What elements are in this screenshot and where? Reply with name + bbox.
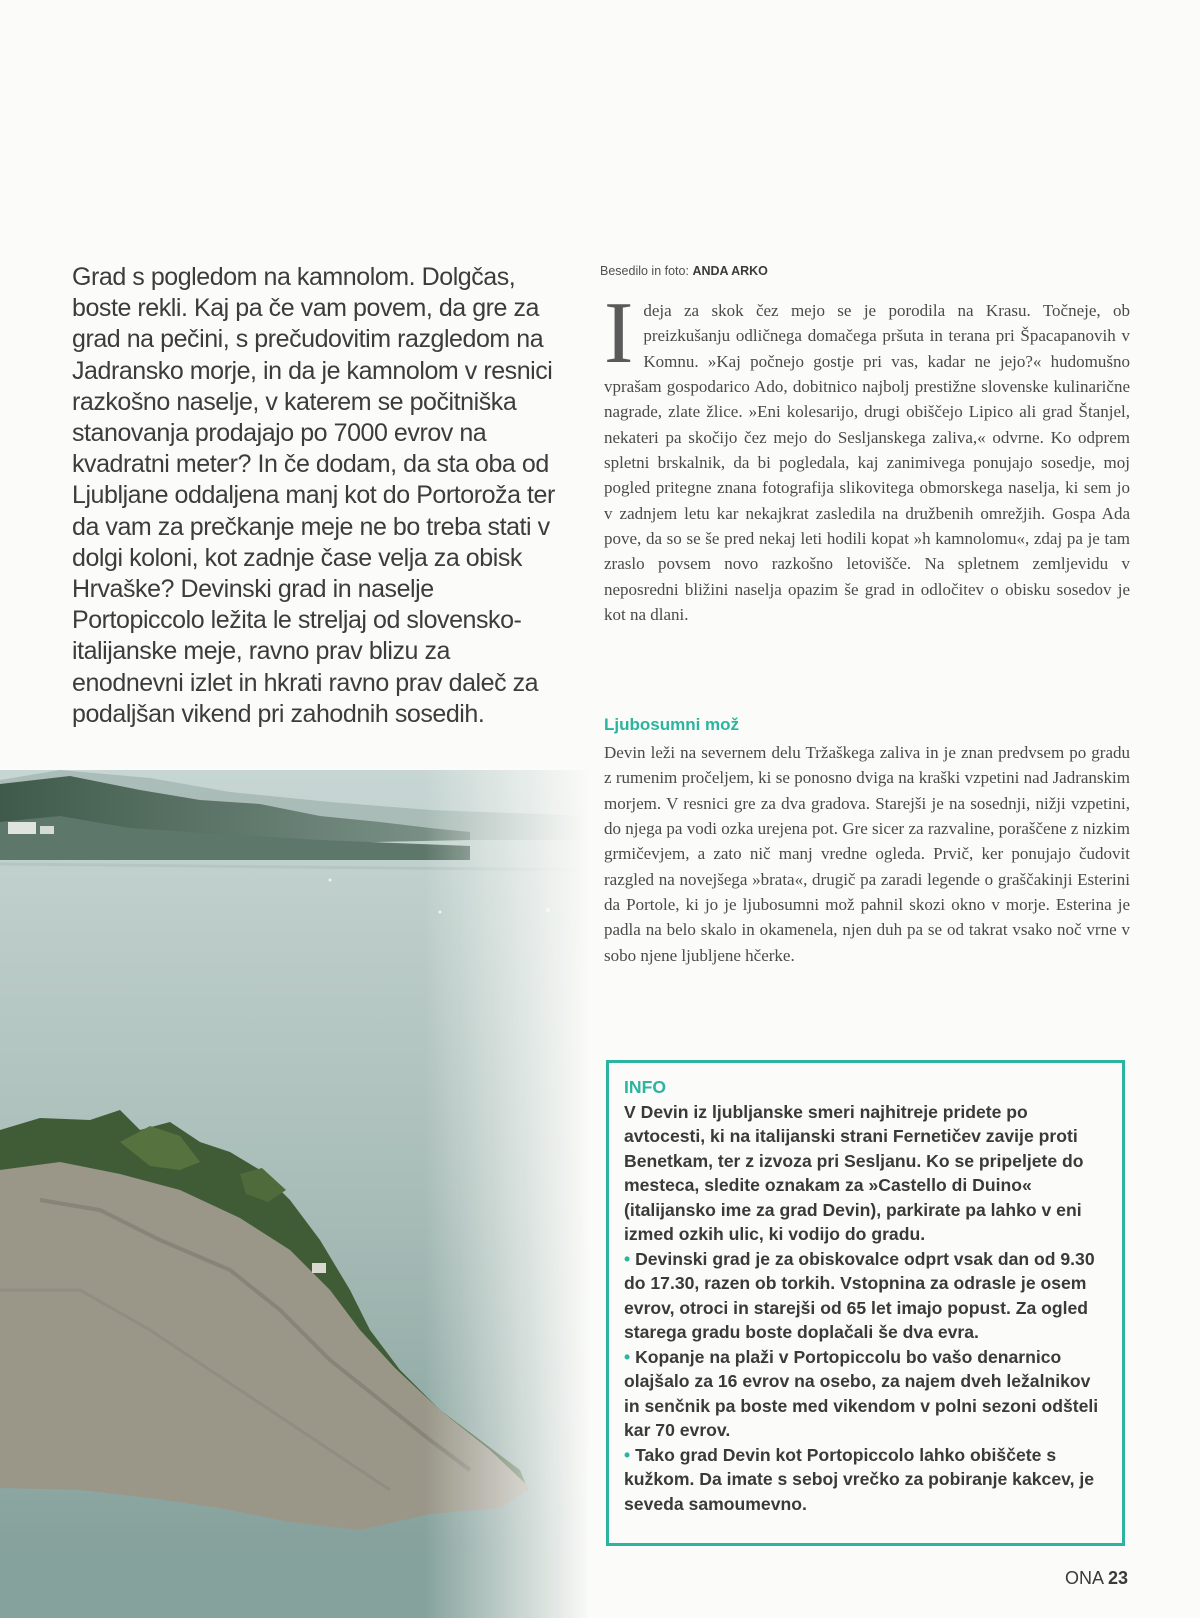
- drop-cap: I: [604, 285, 634, 382]
- info-item: [624, 1443, 1108, 1517]
- info-item-text: Tako grad Devin kot Portopiccolo lahko obiščete s kužkom. Da imate s seboj vrečko za pobiranje kakcev, je seveda samoumevno.: [624, 1444, 1095, 1514]
- bullet-icon: •: [624, 1444, 631, 1465]
- article-paragraph-2: Devin leži na severnem delu Tržaškega zaliva in je znan predvsem po gradu z rumenim pročeljem, ki se ponosno dviga na kraški vzpetini nad Jadranskim morjem. V resnici gre za dva gradova. Starejši je na sosednji, nižji vzpetini, do njega pa vodi ozka urejena pot. Gre sicer za razvaline, poraščene z nizkim grmičevjem, a zato nič manj vredne ogleda. Prvič, ker ponujajo čudovit razgled na novejšega »brata«, drugič pa zaradi legende o graščakinji Esterini da Portole, ki jo je ljubosumni mož pahnil skozi okno v morje. Esterina je padla na belo skalo in okamenela, njen duh pa se od takrat vsako noč vrne v sobo njene ljubljene hčerke.: [604, 743, 1130, 965]
- info-box-title: INFO: [624, 1077, 667, 1097]
- bullet-icon: •: [624, 1346, 631, 1367]
- info-box: [606, 1060, 1125, 1546]
- coastline-photo: [0, 770, 590, 1618]
- bullet-icon: •: [624, 1248, 631, 1269]
- byline: [600, 264, 1000, 278]
- info-item: [624, 1345, 1108, 1443]
- lede-paragraph: Grad s pogledom na kamnolom. Dolgčas, boste rekli. Kaj pa če vam povem, da gre za grad na pečini, s prečudovitim razgledom na Jadransko morje, in da je kamnolom v resnici razkošno naselje, v katerem se počitniška stanovanja prodajajo po 7000 evrov na kvadratni meter? In če dodam, da sta oba od Ljubljane oddaljena manj kot do Portoroža ter da vam za prečkanje meje ne bo treba stati v dolgi koloni, kot zadnje čase velja za obisk Hrvaške? Devinski grad in naselje Portopiccolo ležita le streljaj od slovensko-italijanske meje, ravno prav blizu za enodnevni izlet in hkrati ravno prav daleč za podaljšan vikend pri zahodnih sosedih.: [72, 263, 555, 728]
- magazine-name: ONA: [1064, 1568, 1103, 1588]
- info-item: [624, 1247, 1108, 1345]
- info-item-text: Devinski grad je za obiskovalce odprt vsak dan od 9.30 do 17.30, razen ob torkih. Vstopnina za odrasle je osem evrov, otroci in starejši od 65 let imajo popust. Za ogled starega gradu boste doplačali še dva evra.: [624, 1248, 1095, 1342]
- article-paragraph-1-text: deja za skok čez mejo se je porodila na Krasu. Točneje, ob preizkušanju odličnega domačega pršuta in terana pri Špacapanovih v Komnu. »Kaj počnejo gostje pri vas, kadar ne jejo?« hudomušno vprašam gospodarico Ado, dobitnico najbolj prestižne slovenske kulinarične nagrade, zlate žlice. »Eni kolesarijo, drugi obiščejo Lipico ali grad Štanjel, nekateri pa skočijo čez mejo do Sesljanskega zaliva,« odvrne. Ko odprem spletni brskalnik, da bi pogledala, kaj zanimivega ponujajo sosedje, moj pogled pritegne znana fotografija slikovitega obmorskega naselja, ki sem jo v zadnjem letu kar nekajkrat zasledila na družbenih omrežjih. Gospa Ada pove, da so se še pred nekaj leti hodili kopat »h kamnolomu«, zdaj pa je tam zraslo povsem novo razkošno letovišče. Na spletnem zemljevidu v neposredni bližini naselja opazim še grad in odločitev o obisku sosedov je kot na dlani.: [604, 301, 1130, 625]
- page-number: 23: [1107, 1568, 1128, 1588]
- info-item-text: Kopanje na plaži v Portopiccolu bo vašo denarnico olajšalo za 16 evrov na osebo, za najem dveh ležalnikov in senčnik pa boste med vikendom v polni sezoni odšteli kar 70 evrov.: [624, 1346, 1099, 1440]
- page-folio: [1065, 1568, 1128, 1589]
- byline-author: ANDA ARKO: [692, 264, 768, 278]
- section-heading: Ljubosumni mož: [604, 715, 740, 734]
- article-paragraph-1: [604, 285, 1130, 627]
- info-intro: V Devin iz ljubljanske smeri najhitreje pridete po avtocesti, ki na italijanski strani Fernetičev zavije proti Benetkam, ter z izvoza pri Sesljanu. Ko se pripeljete do mesteca, sledite oznakam za »Castello di Duino« (italijansko ime za grad Devin), parkirate pa lahko v eni izmed ozkih ulic, ki vodijo do gradu.: [624, 1101, 1084, 1244]
- byline-label: Besedilo in foto:: [600, 264, 689, 278]
